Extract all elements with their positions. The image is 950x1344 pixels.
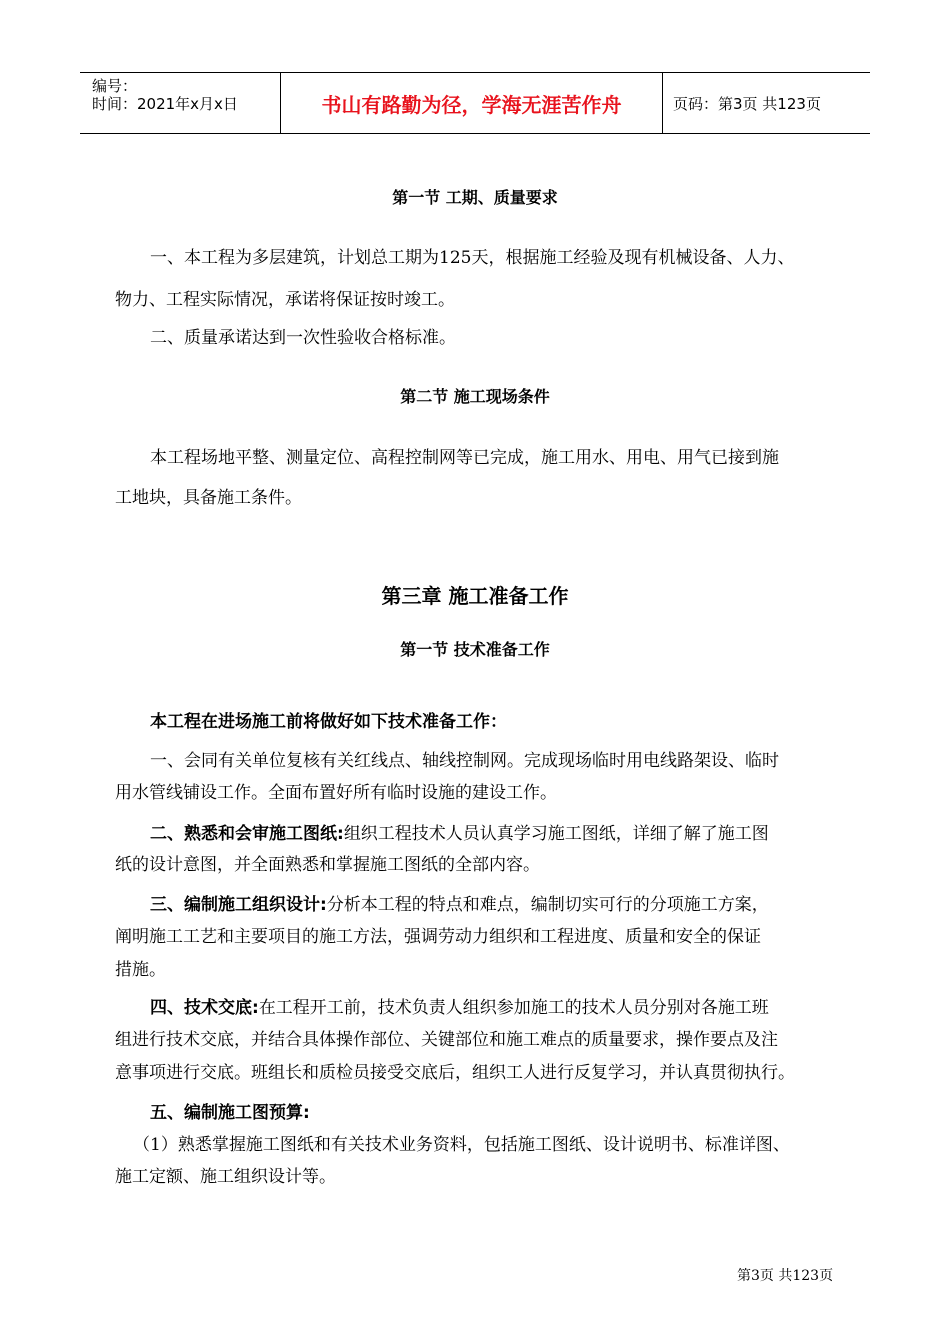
document-time-label: 时间：2021年x月x日 xyxy=(92,95,238,113)
paragraph-line: 一、会同有关单位复核有关红线点、轴线控制网。完成现场临时用电线路架设、临时 xyxy=(150,751,779,771)
paragraph-line: 措施。 xyxy=(115,960,166,980)
document-number-label: 编号： xyxy=(92,77,138,95)
header-page-cell xyxy=(663,73,870,133)
section-title-schedule-quality: 第一节 工期、质量要求 xyxy=(392,188,558,207)
item-text: 组织工程技术人员认真学习施工图纸，详细了解了施工图 xyxy=(343,824,769,844)
chapter-title: 第三章 施工准备工作 xyxy=(381,584,569,608)
section-title-technical-prep: 第一节 技术准备工作 xyxy=(400,640,550,659)
header-page-label: 页码：第3页 共123页 xyxy=(673,94,821,113)
item-heading: 二、熟悉和会审施工图纸: xyxy=(150,824,344,844)
paragraph-line: 纸的设计意图，并全面熟悉和掌握施工图纸的全部内容。 xyxy=(115,855,540,875)
header-motto: 书山有路勤为径，学海无涯苦作舟 xyxy=(321,92,622,117)
item-heading: 四、技术交底: xyxy=(150,998,259,1018)
paragraph-line: 施工定额、施工组织设计等。 xyxy=(115,1167,336,1187)
page-header xyxy=(80,72,870,134)
paragraph-line: （1）熟悉掌握施工图纸和有关技术业务资料，包括施工图纸、设计说明书、标准详图、 xyxy=(133,1135,790,1155)
header-motto-cell xyxy=(281,73,663,133)
item-text: 在工程开工前，技术负责人组织参加施工的技术人员分别对各施工班 xyxy=(258,998,769,1018)
paragraph-line: 组进行技术交底，并结合具体操作部位、关键部位和施工难点的质量要求，操作要点及注 xyxy=(115,1030,778,1050)
paragraph-line: 意事项进行交底。班组长和质检员接受交底后，组织工人进行反复学习，并认真贯彻执行。 xyxy=(115,1063,795,1083)
page-footer-number: 第3页 共123页 xyxy=(737,1268,834,1284)
paragraph-line: 物力、工程实际情况，承诺将保证按时竣工。 xyxy=(115,290,455,310)
header-meta xyxy=(80,73,281,133)
item-line xyxy=(150,993,769,1018)
section-title-site-conditions: 第二节 施工现场条件 xyxy=(400,387,550,406)
item-line xyxy=(150,890,769,915)
paragraph-line: 阐明施工工艺和主要项目的施工方法，强调劳动力组织和工程进度、质量和安全的保证 xyxy=(115,927,761,947)
item-heading: 五、编制施工图预算: xyxy=(150,1103,310,1123)
paragraph-line: 工地块，具备施工条件。 xyxy=(115,488,302,508)
paragraph-line: 用水管线铺设工作。全面布置好所有临时设施的建设工作。 xyxy=(115,783,557,803)
item-text: 分析本工程的特点和难点，编制切实可行的分项施工方案， xyxy=(326,895,769,915)
intro-line: 本工程在进场施工前将做好如下技术准备工作： xyxy=(150,712,507,732)
item-line xyxy=(150,819,769,844)
paragraph-line: 二、质量承诺达到一次性验收合格标准。 xyxy=(150,328,456,348)
item-heading: 三、编制施工组织设计: xyxy=(150,895,327,915)
paragraph-line: 本工程场地平整、测量定位、高程控制网等已完成，施工用水、用电、用气已接到施 xyxy=(150,448,779,468)
paragraph-line: 一、本工程为多层建筑，计划总工期为125天，根据施工经验及现有机械设备、人力、 xyxy=(150,248,795,268)
